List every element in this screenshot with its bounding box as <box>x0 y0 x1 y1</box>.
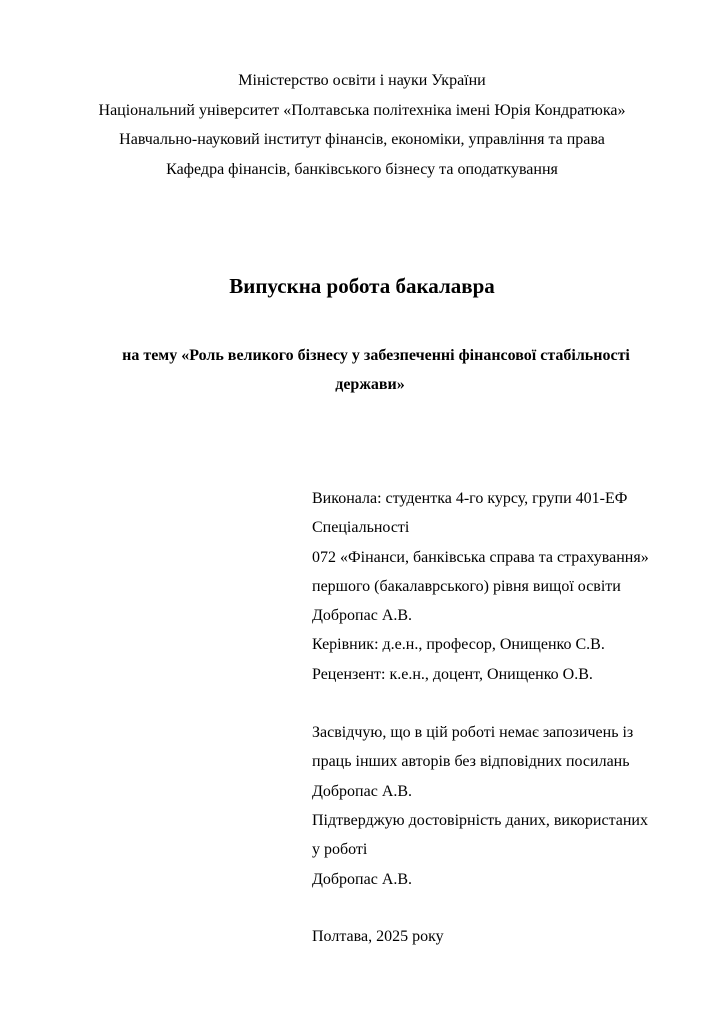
specialty-line: 072 «Фінанси, банківська справа та страхування» <box>312 548 649 566</box>
declaration-signature-2: Добропас А.В. <box>312 870 413 888</box>
declaration-line-3: Підтверджую достовірність даних, використаних <box>312 811 648 829</box>
spacer <box>312 689 712 718</box>
declaration-signature-1: Добропас А.В. <box>312 782 413 800</box>
education-level-line: першого (бакалаврського) рівня вищої освіти <box>312 577 621 595</box>
performed-by-line: Виконала: студентка 4-го курсу, групи 401-ЕФ <box>312 490 628 507</box>
city-year: Полтава, 2025 року <box>312 928 444 945</box>
declaration-line-2: праць інших авторів без відповідних посилань <box>312 753 630 771</box>
student-name: Добропас А.В. <box>312 607 413 625</box>
declaration-line-1: Засвідчую, що в цій роботі немає запозичень із <box>312 724 634 742</box>
university-line: Національний університет «Полтавська політехніка імені Юрія Кондратюка» <box>98 101 626 119</box>
topic-line-1: на тему «Роль великого бізнесу у забезпеченні фінансової стабільності <box>122 347 630 364</box>
work-title: Випускна робота бакалавра <box>229 274 495 298</box>
department-line: Кафедра фінансів, банківського бізнесу та оподаткування <box>166 160 558 178</box>
ministry-line: Міністерство освіти і науки України <box>238 72 486 89</box>
author-info-block <box>312 484 712 894</box>
work-topic <box>0 341 724 399</box>
declaration-line-4: у роботі <box>312 841 368 859</box>
institute-line: Навчально-науковий інститут фінансів, економіки, управління та права <box>119 131 605 148</box>
topic-line-2: держави» <box>335 376 405 393</box>
supervisor-line: Керівник: д.е.н., професор, Онищенко С.В. <box>312 636 605 654</box>
institution-header <box>0 66 724 184</box>
reviewer-line: Рецензент: к.е.н., доцент, Онищенко О.В. <box>312 665 593 683</box>
specialty-label: Спеціальності <box>312 519 410 537</box>
